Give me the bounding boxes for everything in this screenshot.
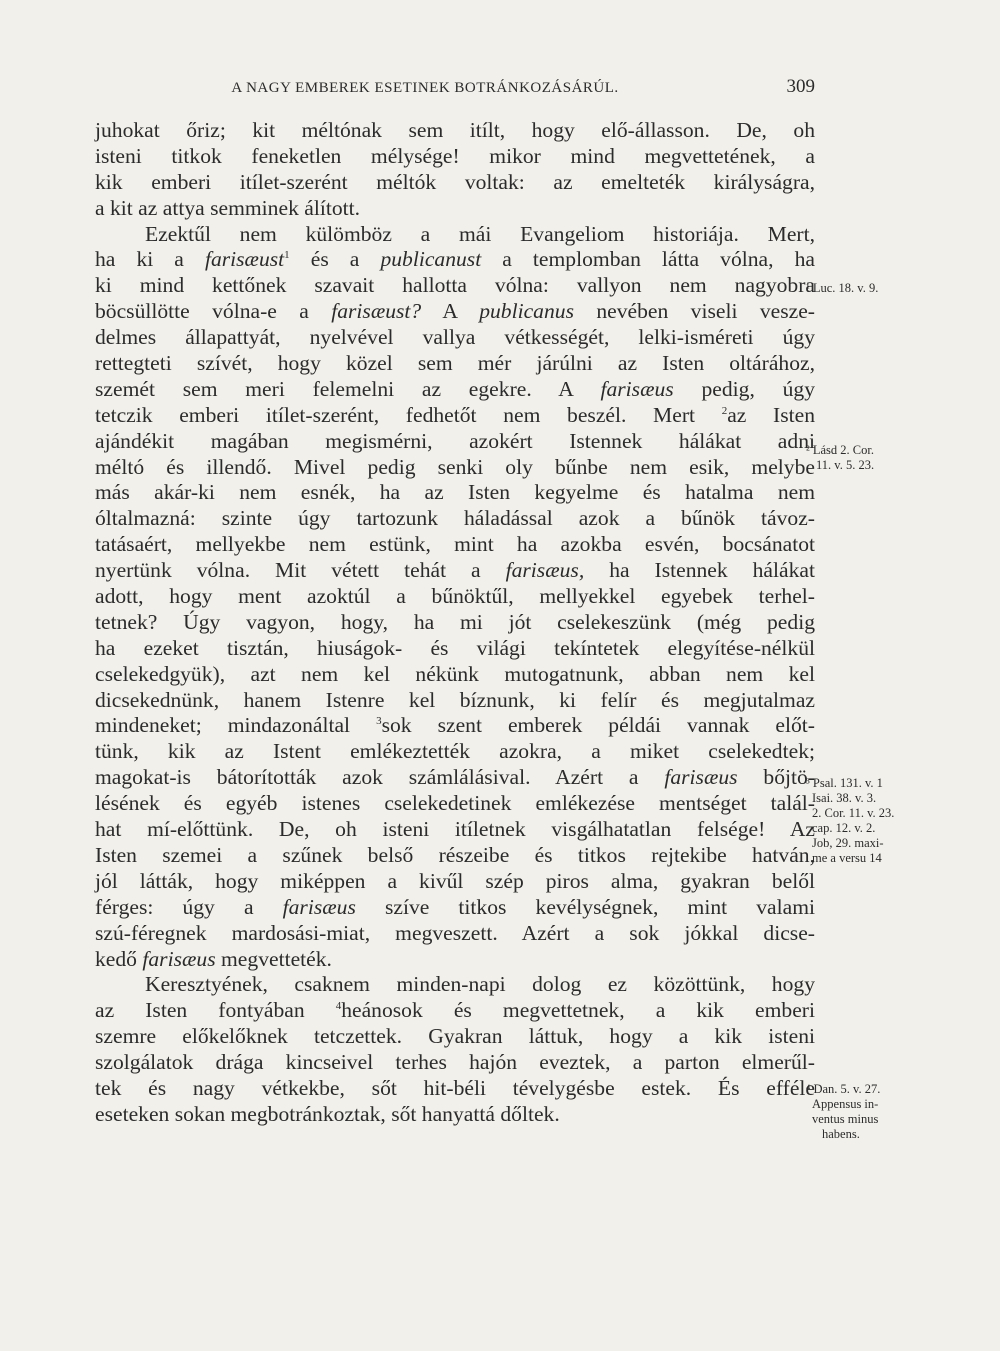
text-line: szú-féregnek mardosási-miat, megveszett. Azért a sok jókkal dicse- — [95, 920, 815, 945]
text-line: mindeneket; mindazonáltal $^3$sok szent emberek példái vannak előt- — [95, 713, 815, 738]
text-line: böcsüllötte vólna-e a farisæust? A publicanus nevében viseli vesze- — [95, 299, 815, 324]
italic-term: farisæust? — [331, 299, 422, 324]
text-line: juhokat őriz; kit méltónak sem itílt, hogy elő-állasson. De, oh — [95, 118, 815, 142]
text-line: jól látták, hogy miképpen a kivűl szép piros alma, gyakran belől — [95, 868, 815, 893]
body-text — [95, 118, 815, 1128]
page-number: 309 — [786, 76, 815, 97]
text-line: dicsekednünk, hanem Istenre kel bíznunk, ki felír és megjutalmaz — [95, 687, 815, 712]
italic-term: farisæust — [204, 247, 285, 272]
text-line: ki mind kettőnek szavait hallotta vólna: vallyon nem nagyobra — [95, 273, 815, 298]
text-line: szemét sem meri felemelni az egekre. A farisæus pedig, úgy — [95, 376, 815, 401]
margin-note-3: ³ Psal. 131. v. 1 Isai. 38. v. 3. 2. Cor. 11. v. 23. cap. 12. v. 2. Job, 29. maxi- me a versu 14 — [806, 776, 895, 865]
italic-term: farisæus — [142, 946, 216, 971]
text-line: tünk, kik az Istent emlékeztették azokra, a miket cselekedtek; — [95, 739, 815, 764]
text-line: tetnek? Úgy vagyon, hogy, ha mi jót cselekeszünk (még pedig — [95, 609, 815, 634]
text-line: lésének és egyéb istenes cselekedetinek emlékezése mentséget talál- — [95, 791, 815, 816]
footnote-ref: 1 — [284, 249, 290, 262]
text-line: tatásaért, mellyekbe nem estünk, mint ha azokba esvén, bocsánatot — [95, 532, 815, 557]
italic-term: farisæus — [600, 376, 674, 401]
text-line: Ezektűl nem külömböz a mái Evangeliom historiája. Mert, — [145, 221, 815, 246]
margin-note-2: ² Lásd 2. Cor. 11. v. 5. 23. — [806, 443, 875, 472]
text-line: kedő farisæus megvetteték. — [95, 946, 332, 971]
text-line: hat mí-előttünk. De, oh isteni itíletnek visgálhatatlan felsége! Az — [95, 817, 815, 842]
text-line: isteni titkok feneketlen mélysége! mikor mind megvettetének, a — [95, 143, 815, 168]
text-line: kik emberi itílet-szerént méltók voltak: az emelteték királyságra, — [95, 169, 815, 194]
text-line: férges: úgy a farisæus szíve titkos kevélységnek, mint valami — [95, 894, 815, 919]
text-line: szemre előkelőknek tetczettek. Gyakran láttuk, hogy a kik isteni — [95, 1024, 815, 1049]
text-line: Keresztyének, csaknem minden-napi dolog ez közöttünk, hogy — [145, 972, 815, 997]
italic-term: farisæus, — [505, 558, 585, 583]
text-line: adott, hogy ment azoktúl a bűnöktűl, mellyekkel egyebek terhel- — [95, 584, 815, 609]
text-line: méltó és illendő. Mivel pedig senki oly bűnbe nem esik, melybe — [95, 454, 815, 479]
italic-term: farisæus — [282, 894, 356, 919]
italic-term: publicanus — [479, 299, 574, 324]
text-line: a kit az attya semminek álított. — [95, 195, 361, 220]
text-line: eseteken sokan megbotránkoztak, sőt hanyattá dőltek. — [95, 1101, 560, 1126]
text-line: ha ezeket tisztán, hiuságok- és világi tekíntetek elegyítése-nélkül — [95, 635, 815, 660]
text-line: ha ki a farisæust$^1$ és a publicanust a templomban látta vólna, ha — [95, 247, 815, 272]
text-line: az Isten fontyában $^4$heánosok és megvettetnek, a kik emberi — [95, 998, 815, 1023]
page-header — [95, 74, 815, 104]
text-line: óltalmazná: szinte úgy tartozunk háladással azok a bűnök távoz- — [95, 506, 815, 531]
text-line: Isten szemei a szűnek belső részeibe és titkos rejtekibe hatván, — [95, 842, 815, 867]
text-line: nyertünk vólna. Mit vétett tehát a farisæus, ha Istennek hálákat — [95, 558, 815, 583]
running-head: A NAGY EMBEREK ESETINEK BOTRÁNKOZÁSÁRÚL. — [231, 80, 619, 96]
text-line: rettegteti szívét, hogy közel sem mér járúlni az Isten oltárához, — [95, 351, 815, 376]
text-line: tetczik emberi itílet-szerént, fedhetőt nem beszél. Mert $^2$az Isten — [95, 402, 816, 427]
text-line: cselekedgyük), azt nem kel nékünk mutogatnunk, abban nem kel — [95, 661, 815, 686]
text-line: más akár-ki nem esnék, ha az Isten kegyelme és hatalma nem — [95, 480, 815, 505]
italic-term: publicanust — [380, 247, 482, 272]
footnote-ref: 3 — [376, 715, 382, 728]
text-line: tek és nagy vétkekbe, sőt hit-béli tévelygésbe estek. És efféle — [95, 1075, 815, 1100]
margin-note-1: ¹ Luc. 18. v. 9. — [806, 281, 879, 295]
italic-term: farisæus — [664, 765, 738, 790]
footnote-ref: 4 — [335, 1000, 342, 1013]
text-line: szolgálatok drága kincseivel terhes hajón eveztek, a parton elmerűl- — [95, 1050, 815, 1075]
footnote-ref: 2 — [721, 404, 728, 417]
text-line: delmes állapattyát, nyelvével vallya vétkességét, lelki-isméreti úgy — [95, 325, 815, 350]
text-line: ajándékit magában megismérni, azokért Istennek hálákat adni — [95, 428, 815, 453]
margin-note-4: ⁴ Dan. 5. v. 27. Appensus in- ventus minus habens. — [806, 1082, 881, 1141]
text-line: magokat-is bátorították azok számlálásival. Azért a farisæus bőjtö- — [95, 765, 815, 790]
